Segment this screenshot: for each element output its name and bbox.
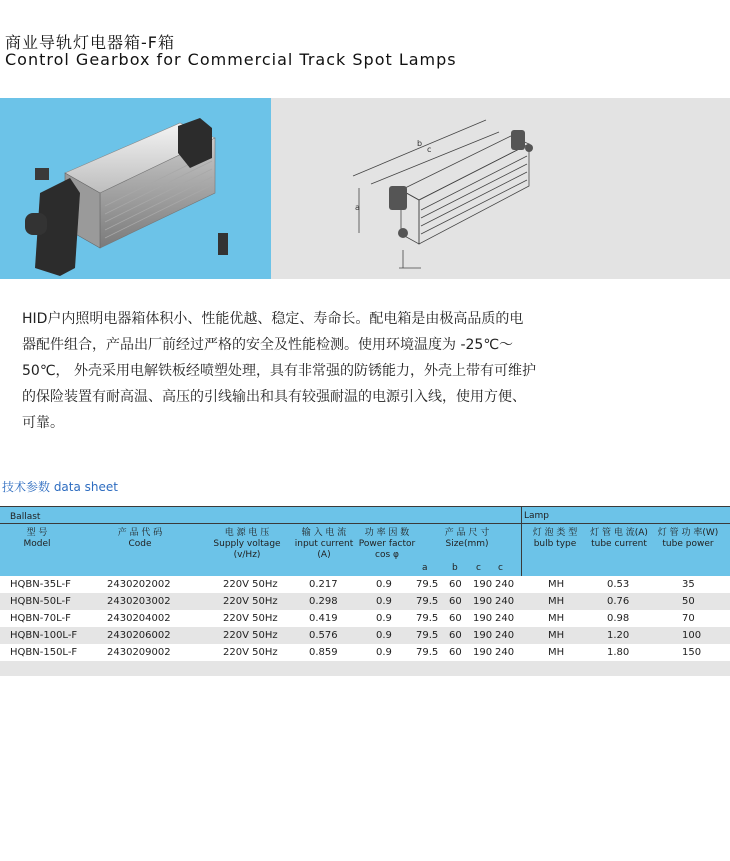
- col-current: 输 入 电 流 input current (A): [294, 528, 354, 560]
- group-ballast: Ballast: [10, 512, 41, 522]
- col-voltage: 电 源 电 压 Supply voltage (v/Hz): [213, 528, 281, 560]
- col-tube-power: 灯 管 功 率(W) tube power: [657, 528, 719, 549]
- table-row: HQBN-100L-F 2430206002 220V 50Hz 0.576 0.9 79.5 60 190 240 MH 1.20 100: [0, 627, 730, 644]
- table-row: HQBN-50L-F 2430203002 220V 50Hz 0.298 0.9 79.5 60 190 240 MH 0.76 50: [0, 593, 730, 610]
- col-tube-current: 灯 管 电 流(A) tube current: [590, 528, 648, 549]
- group-lamp: Lamp: [524, 511, 550, 521]
- size-sub-c2: c: [498, 563, 503, 573]
- table-header: [0, 506, 730, 576]
- product-photo: [0, 98, 271, 279]
- col-code: 产 品 代 码 Code: [117, 528, 163, 549]
- gearbox-dimension-drawing: [271, 98, 730, 279]
- product-description: [22, 306, 547, 436]
- dim-label-b: b: [417, 139, 423, 148]
- description-line: 器配件组合，产品出厂前经过严格的安全及性能检测。使用环境温度为 -25℃～: [22, 337, 514, 353]
- description-line: 50℃， 外壳采用电解铁板经喷塑处理，具有非常强的防锈能力，外壳上带有可维护: [22, 363, 536, 379]
- table-row: HQBN-35L-F 2430202002 220V 50Hz 0.217 0.9 79.5 60 190 240 MH 0.53 35: [10, 579, 695, 590]
- spec-table: [0, 506, 730, 676]
- size-sub-c: c: [476, 563, 481, 573]
- table-row: HQBN-150L-F 2430209002 220V 50Hz 0.859 0.9 79.5 60 190 240 MH 1.80 150: [10, 647, 702, 658]
- description-line: 可靠。: [22, 415, 64, 431]
- col-model: 型 号 Model: [23, 528, 51, 549]
- description-line: HID户内照明电器箱体积小、性能优越、稳定、寿命长。配电箱是由极高品质的电: [22, 311, 524, 327]
- size-sub-b: b: [452, 563, 458, 573]
- table-footer-band: [0, 661, 730, 676]
- dim-label-a: a: [355, 203, 360, 212]
- dim-label-c: c: [427, 145, 432, 154]
- col-power-factor: 功 率 因 数 Power factor cos φ: [358, 528, 416, 560]
- page-title-cn: 商业导轨灯电器箱-F箱: [5, 33, 175, 52]
- gearbox-photo-illustration: [0, 98, 271, 279]
- dimension-drawing: [271, 98, 730, 279]
- col-bulb-type: 灯 泡 类 型 bulb type: [532, 528, 578, 549]
- size-sub-a: a: [422, 563, 428, 573]
- description-line: 的保险装置有耐高温、高压的引线输出和具有较强耐温的电源引入线，使用方便、: [22, 389, 526, 405]
- col-size: 产 品 尺 寸 Size(mm): [444, 528, 490, 549]
- table-row: HQBN-70L-F 2430204002 220V 50Hz 0.419 0.9 79.5 60 190 240 MH 0.98 70: [10, 613, 695, 624]
- data-sheet-label: 技术参数 data sheet: [2, 480, 118, 494]
- page-title-en: Control Gearbox for Commercial Track Spot Lamps: [5, 50, 457, 69]
